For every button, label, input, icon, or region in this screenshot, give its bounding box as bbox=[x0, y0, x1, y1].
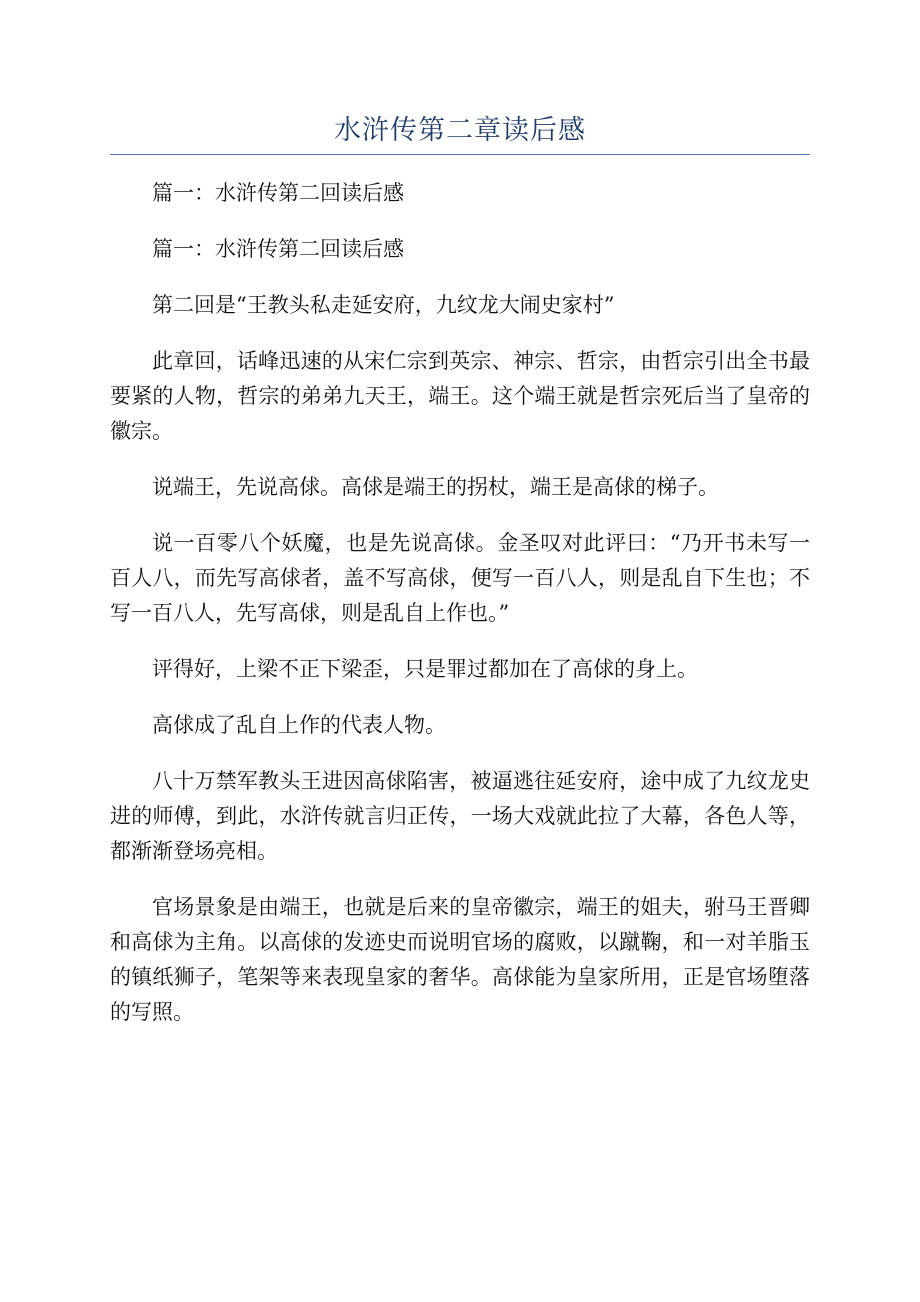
paragraph-5: 说端王，先说高俅。高俅是端王的拐杖，端王是高俅的梯子。 bbox=[152, 475, 719, 499]
page-title: 水浒传第二章读后感 bbox=[334, 115, 586, 146]
paragraph-4: 此章回，话峰迅速的从宋仁宗到英宗、神宗、哲宗，由哲宗引出全书最要紧的人物，哲宗的弟弟九天王，端王。这个端王就是哲宗死后当了皇帝的徽宗。 bbox=[110, 349, 810, 443]
paragraph-10: 官场景象是由端王，也就是后来的皇帝徽宗，端王的姐夫，驸马王晋卿和高俅为主角。以高俅的发迹史而说明官场的腐败，以蹴鞠，和一对羊脂玉的镇纸狮子，笔架等来表现皇家的奢华。高俅能为皇家所用，正是官场堕落的写照。 bbox=[110, 895, 810, 1024]
paragraph-8: 高俅成了乱自上作的代表人物。 bbox=[152, 713, 446, 737]
paragraph-2: 篇一：水浒传第二回读后感 bbox=[152, 237, 404, 261]
paragraph-3: 第二回是“王教头私走延安府，九纹龙大闹史家村” bbox=[152, 293, 615, 317]
paragraph-7: 评得好，上梁不正下梁歪，只是罪过都加在了高俅的身上。 bbox=[152, 657, 698, 681]
paragraph-6: 说一百零八个妖魔，也是先说高俅。金圣叹对此评曰：“乃开书未写一百人八，而先写高俅者，盖不写高俅，便写一百八人，则是乱自下生也；不写一百八人，先写高俅，则是乱自上作也。” bbox=[110, 531, 810, 625]
title-divider bbox=[110, 154, 810, 155]
document-body bbox=[110, 176, 810, 1051]
paragraph-9: 八十万禁军教头王进因高俅陷害，被逼逃往延安府，途中成了九纹龙史进的师傅，到此，水浒传就言归正传，一场大戏就此拉了大幕，各色人等，都渐渐登场亮相。 bbox=[110, 769, 810, 863]
paragraph-1: 篇一：水浒传第二回读后感 bbox=[152, 181, 404, 205]
